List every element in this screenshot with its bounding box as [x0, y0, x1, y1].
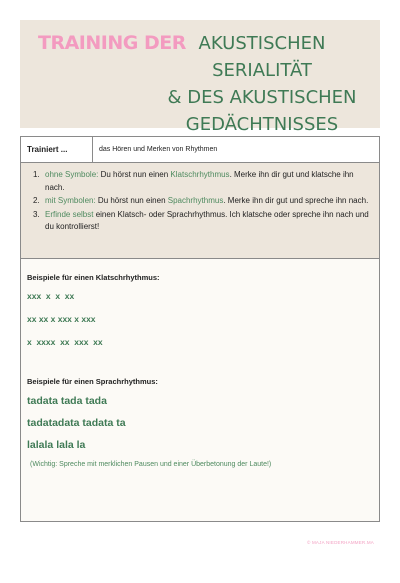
- clap-examples-heading: Beispiele für einen Klatschrhythmus:: [27, 273, 160, 282]
- step-text: Erfinde selbst einen Klatsch- oder Sprachrhythmus. Ich klatsche oder spreche ihn nach und du kontrollierst!: [45, 209, 369, 231]
- clap-rhythm-2: xx xx x xxx x xxx: [27, 314, 96, 324]
- speech-examples-heading: Beispiele für einen Sprachrhythmus:: [27, 377, 158, 386]
- important-note: (Wichtig: Spreche mit merklichen Pausen und einer Überbetonung der Laute!): [30, 461, 272, 468]
- title-line-1: AKUSTISCHEN SERIALITÄT: [198, 33, 326, 81]
- instruction-item: [33, 169, 369, 194]
- copyright-footer: © MAJA NIEDERHAMMER.MA: [307, 540, 374, 545]
- header-banner: [20, 20, 380, 135]
- speech-rhythm-1: tadata tada tada: [27, 395, 107, 407]
- trains-row: [21, 137, 379, 163]
- step-number: 2.: [33, 196, 40, 205]
- step-number: 1.: [33, 170, 40, 179]
- step-number: 3.: [33, 209, 40, 219]
- step-text: ohne Symbole: Du hörst nun einen Klatschrhythmus. Merke ihn dir gut und klatsche ihn nach.: [45, 170, 354, 192]
- trains-label: Trainiert ...: [21, 137, 93, 162]
- examples-section: [21, 259, 379, 468]
- instruction-item: [33, 195, 369, 208]
- title-line-3: GEDÄCHTNISSES: [185, 114, 339, 135]
- worksheet-card: [20, 136, 380, 522]
- speech-rhythm-2: tadatadata tadata ta: [27, 417, 126, 429]
- trains-value: das Hören und Merken von Rhythmen: [99, 146, 218, 153]
- speech-rhythm-3: lalala lala la: [27, 439, 86, 451]
- clap-rhythm-1: xxx x x xx: [27, 291, 75, 301]
- step-text: mit Symbolen: Du hörst nun einen Spachrhythmus. Merke ihn dir gut und spreche ihn nach.: [45, 196, 369, 205]
- instruction-item: [33, 209, 369, 234]
- clap-rhythm-3: x xxxx xx xxx xx: [27, 337, 103, 347]
- title-subject: [162, 30, 362, 138]
- title-training-der: TRAINING DER: [38, 32, 186, 54]
- instructions-list: [21, 163, 379, 259]
- title-line-2: & DES AKUSTISCHEN: [167, 87, 357, 108]
